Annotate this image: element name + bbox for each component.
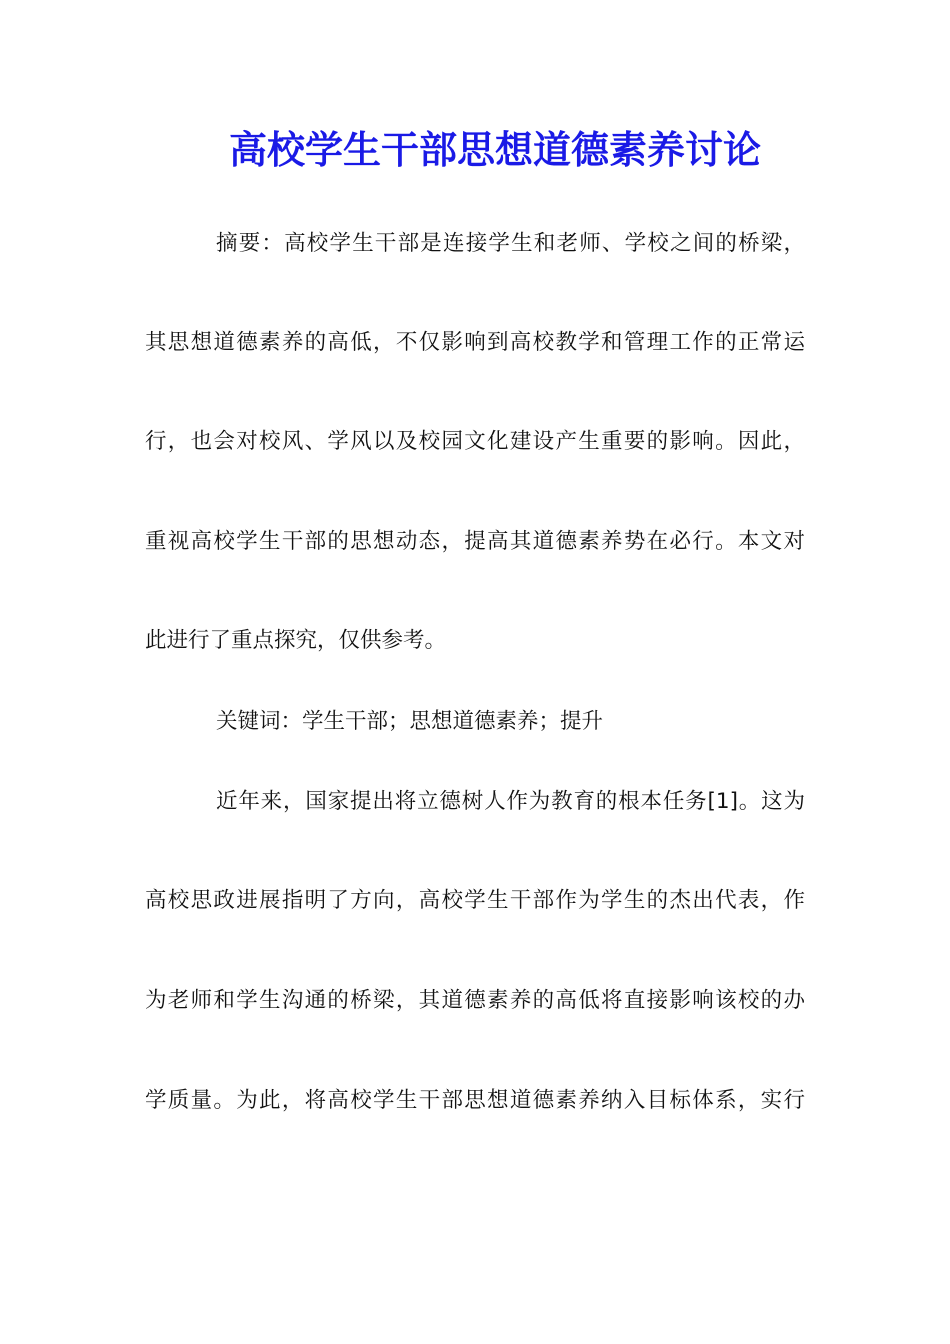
abstract-line-5: 此进行了重点探究，仅供参考。	[145, 628, 447, 653]
body-line-1: 近年来，国家提出将立德树人作为教育的根本任务[1]。这为	[216, 789, 805, 814]
body-line-2: 高校思政进展指明了方向，高校学生干部作为学生的杰出代表，作	[145, 888, 805, 913]
document-title: 高校学生干部思想道德素养讨论	[228, 127, 761, 172]
abstract-line-3: 行，也会对校风、学风以及校园文化建设产生重要的影响。因此，	[145, 429, 805, 454]
abstract-line-2: 其思想道德素养的高低，不仅影响到高校教学和管理工作的正常运	[145, 330, 805, 355]
abstract-line-4: 重视高校学生干部的思想动态，提高其道德素养势在必行。本文对	[145, 529, 805, 554]
body-line-3: 为老师和学生沟通的桥梁，其道德素养的高低将直接影响该校的办	[145, 988, 805, 1013]
abstract-line-1: 摘要：高校学生干部是连接学生和老师、学校之间的桥梁，	[216, 231, 805, 256]
body-line-4: 学质量。为此，将高校学生干部思想道德素养纳入目标体系，实行	[145, 1088, 805, 1113]
keywords-line: 关键词：学生干部；思想道德素养；提升	[216, 709, 604, 734]
